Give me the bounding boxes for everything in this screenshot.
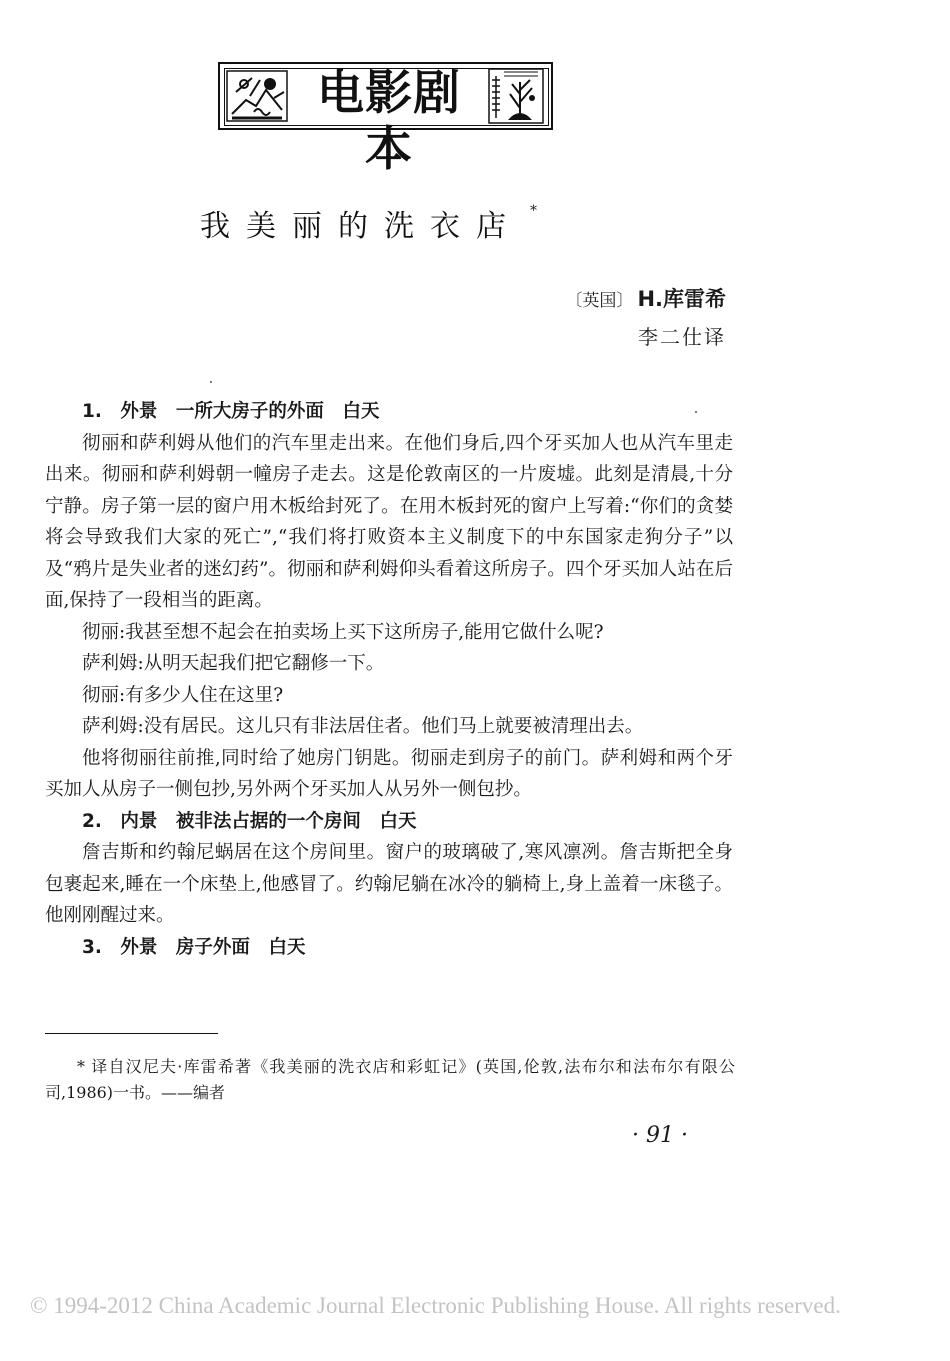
- scene-place: 被非法占据的一个房间: [175, 810, 361, 832]
- footnote-mark: *: [77, 1057, 85, 1076]
- author-line: [565, 284, 726, 316]
- scene-place: 房子外面: [175, 936, 250, 958]
- author-name: H.库雷希: [637, 287, 726, 311]
- scene-heading: [45, 396, 733, 428]
- banner-plant-illustration: [488, 68, 544, 124]
- page-number: · 91 ·: [632, 1123, 688, 1148]
- scene-paragraph: 彻丽和萨利姆从他们的汽车里走出来。在他们身后,四个牙买加人也从汽车里走出来。彻丽和萨利姆朝一幢房子走去。这是伦敦南区的一片废墟。此刻是清晨,十分宁静。房子第一层的窗户用木板给封死了。在用木板封死的窗户上写着:“你们的贪婪将会导致我们大家的死亡”,“我们将打败资本主义制度下的中东国家走狗分子”以及“鸦片是失业者的迷幻药”。彻丽和萨利姆仰头看着这所房子。四个牙买加人站在后面,保持了一段相当的距离。: [45, 432, 733, 611]
- banner-flower-illustration: [226, 70, 288, 122]
- scan-speck: [695, 411, 697, 413]
- scene-number: 3.: [82, 936, 102, 958]
- dialogue-line: 萨利姆:没有居民。这儿只有非法居住者。他们马上就要被清理出去。: [82, 716, 644, 737]
- footnote-text: 译自汉尼夫·库雷希著《我美丽的洗衣店和彩虹记》(英国,伦敦,法布尔和法布尔有限公司,1986)一书。——编者: [45, 1057, 735, 1102]
- scene-heading: [45, 806, 733, 838]
- author-country: 〔英国〕: [565, 291, 634, 311]
- scene-location: 内景: [120, 810, 158, 832]
- scene-time: 白天: [268, 936, 306, 958]
- scene-number: 1.: [82, 401, 102, 422]
- footnote-rule: [45, 1033, 218, 1034]
- banner-title: 电影剧本: [317, 66, 461, 177]
- translator: 李二仕译: [638, 325, 726, 349]
- copyright-notice: © 1994-2012 China Academic Journal Electronic Publishing House. All rights reserved.: [30, 1293, 841, 1318]
- scene-location: 外景: [120, 936, 158, 958]
- dialogue-line: 彻丽:我甚至想不起会在拍卖场上买下这所房子,能用它做什么呢?: [82, 621, 604, 643]
- script-body: [45, 396, 733, 963]
- scene-time: 白天: [342, 401, 380, 422]
- dialogue-line: 萨利姆:从明天起我们把它翻修一下。: [82, 653, 385, 674]
- scan-speck: [210, 381, 212, 383]
- scene-paragraph: 他将彻丽往前推,同时给了她房门钥匙。彻丽走到房子的前门。萨利姆和两个牙买加人从房子一侧包抄,另外两个牙买加人从另外一侧包抄。: [45, 747, 733, 800]
- scene-paragraph: 詹吉斯和约翰尼蜗居在这个房间里。窗户的玻璃破了,寒风凛冽。詹吉斯把全身包裹起来,睡在一个床垫上,他感冒了。约翰尼躺在冰冷的躺椅上,身上盖着一床毯子。他刚刚醒过来。: [45, 842, 733, 926]
- article-title: 我美丽的洗衣店: [200, 209, 522, 244]
- scene-location: 外景: [120, 401, 158, 422]
- title-footnote-mark: *: [530, 203, 537, 219]
- scene-place: 一所大房子的外面: [175, 401, 324, 422]
- scene-time: 白天: [379, 810, 417, 832]
- footnote: [45, 1054, 735, 1106]
- scene-heading: [45, 932, 733, 964]
- scene-number: 2.: [82, 810, 102, 832]
- section-banner: [218, 62, 553, 177]
- dialogue-line: 彻丽:有多少人住在这里?: [82, 684, 284, 706]
